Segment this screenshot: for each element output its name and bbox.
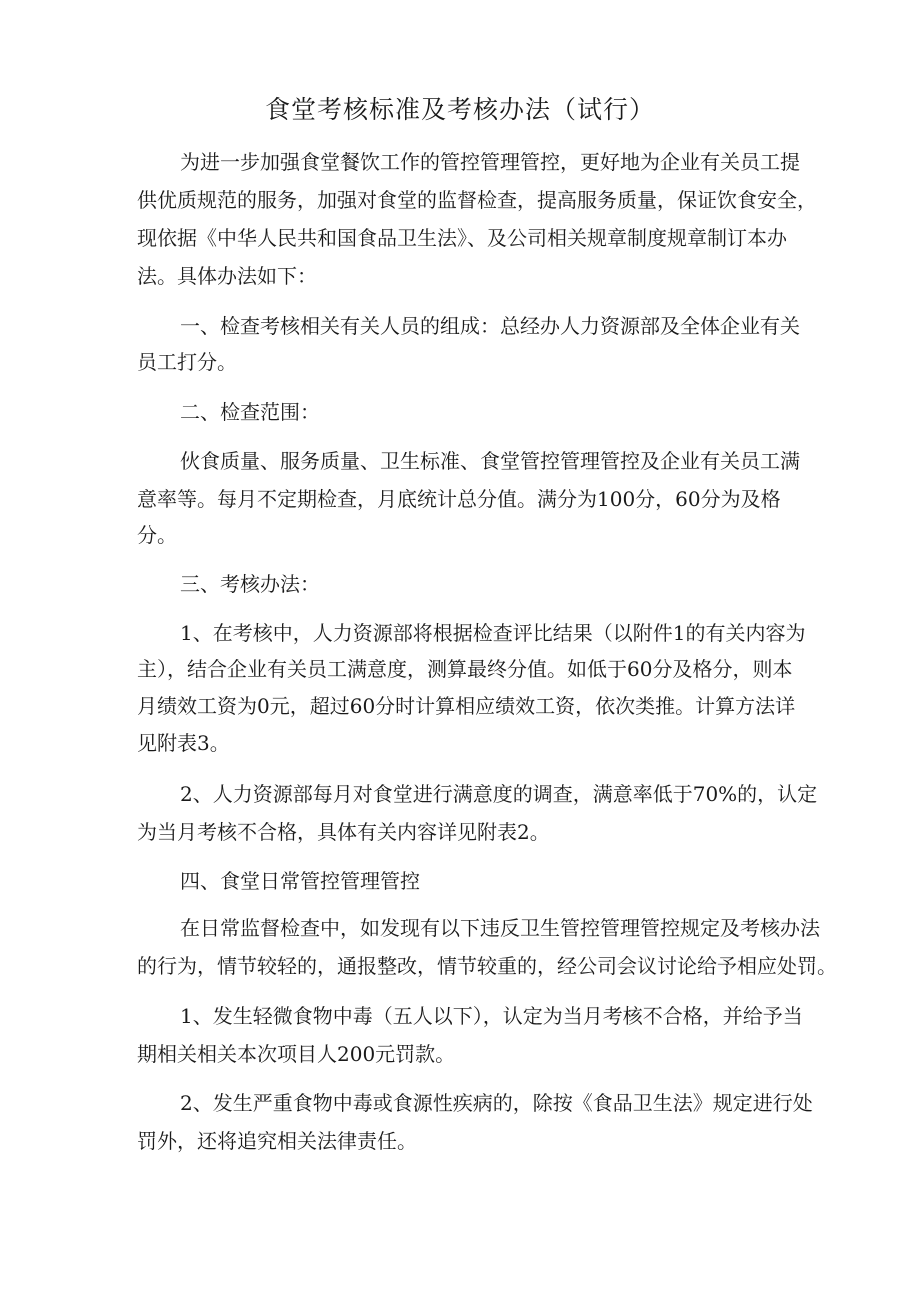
paragraph-line: 期相关相关本次项目人200元罚款。 xyxy=(137,1042,456,1066)
paragraph-line: 供优质规范的服务，加强对食堂的监督检查，提高服务质量，保证饮食安全， xyxy=(137,188,817,212)
paragraph-line: 现依据《中华人民共和国食品卫生法》、及公司相关规章制度规章制订本办 xyxy=(137,226,787,250)
paragraph-line: 意率等。每月不定期检查，月底统计总分值。满分为100分，60分为及格 xyxy=(137,487,781,511)
document-title: 食堂考核标准及考核办法（试行） xyxy=(264,95,655,124)
section-heading: 四、食堂日常管控管理管控 xyxy=(180,869,420,893)
section-heading: 三、考核办法： xyxy=(180,572,320,596)
paragraph-line: 员工打分。 xyxy=(137,350,237,374)
paragraph-line: 2、发生严重食物中毒或食源性疾病的，除按《食品卫生法》规定进行处 xyxy=(180,1091,813,1115)
paragraph-line: 为当月考核不合格，具体有关内容详见附表2。 xyxy=(137,820,550,844)
paragraph-line: 分。 xyxy=(137,523,177,547)
paragraph-line: 主），结合企业有关员工满意度，测算最终分值。如低于60分及格分，则本 xyxy=(137,657,793,681)
paragraph-line: 伙食质量、服务质量、卫生标准、食堂管控管理管控及企业有关员工满 xyxy=(180,449,800,473)
paragraph-line: 法。具体办法如下： xyxy=(137,264,317,288)
paragraph-line: 罚外，还将追究相关法律责任。 xyxy=(137,1129,417,1153)
paragraph-line: 在日常监督检查中，如发现有以下违反卫生管控管理管控规定及考核办法 xyxy=(180,916,820,940)
paragraph-line: 一、检查考核相关有关人员的组成：总经办人力资源部及全体企业有关 xyxy=(180,314,800,338)
paragraph-line: 2、人力资源部每月对食堂进行满意度的调查，满意率低于70%的，认定 xyxy=(180,782,818,806)
section-heading: 二、检查范围： xyxy=(180,400,320,424)
paragraph-line: 1、在考核中，人力资源部将根据检查评比结果（以附件1的有关内容为 xyxy=(180,621,806,645)
paragraph-line: 见附表3。 xyxy=(137,731,230,755)
paragraph-line: 的行为，情节较轻的，通报整改，情节较重的，经公司会议讨论给予相应处罚。 xyxy=(137,954,837,978)
paragraph-line: 为进一步加强食堂餐饮工作的管控管理管控，更好地为企业有关员工提 xyxy=(180,150,800,174)
paragraph-line: 月绩效工资为0元，超过60分时计算相应绩效工资，依次类推。计算方法详 xyxy=(137,694,796,718)
paragraph-line: 1、发生轻微食物中毒（五人以下），认定为当月考核不合格，并给予当 xyxy=(180,1004,803,1028)
